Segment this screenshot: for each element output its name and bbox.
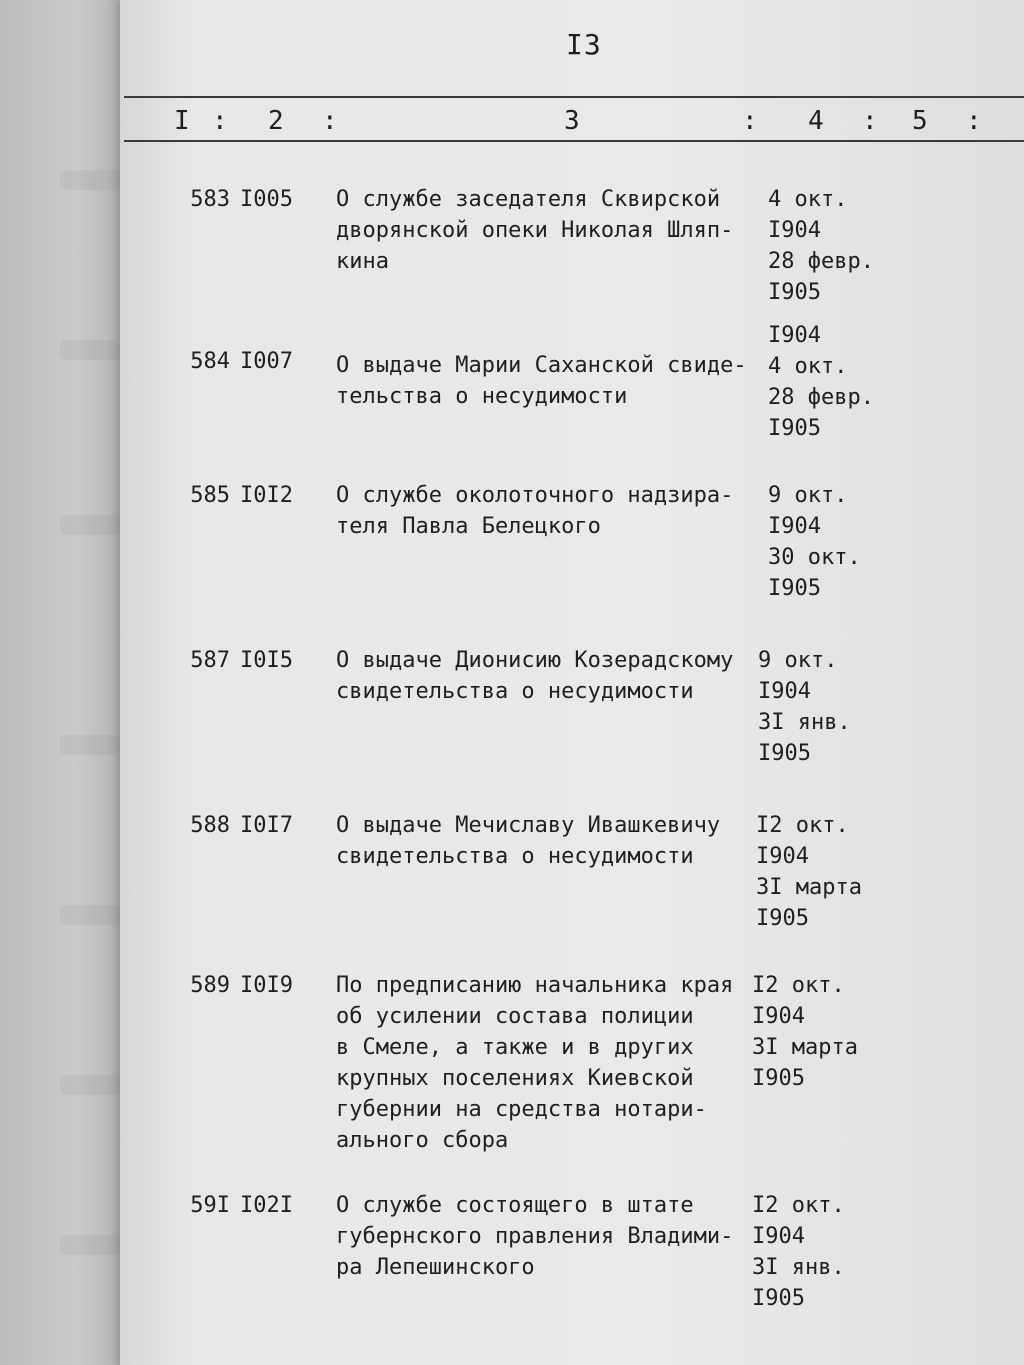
date-line: I905 [756,906,809,931]
record-title [336,1190,756,1283]
title-line: крупных поселениях Киевской [336,1066,694,1091]
date-line: 3I марта [756,875,862,900]
page-number: I3 [566,28,602,61]
date-line: I904 [758,679,811,704]
date-line: I904 [756,844,809,869]
date-line: 3I янв. [758,710,851,735]
file-number: I02I [240,1193,293,1218]
header-rule-bottom [124,140,1024,142]
date-line: I905 [768,280,821,305]
title-line: ального сбора [336,1128,509,1153]
title-line: кина [336,249,389,274]
date-line: I2 окт. [752,1193,845,1218]
file-number: I0I7 [240,813,293,838]
bleed-through-mark [60,515,120,535]
bleed-through-mark [60,170,120,190]
date-line: I2 окт. [756,813,849,838]
date-line: 4 окт. [768,354,848,379]
column-header-1: I [174,106,190,136]
title-line: О службе заседателя Сквирской [336,187,721,212]
record-dates [758,645,878,769]
record-number: 589 [190,973,230,998]
date-line: 28 февр. [768,249,874,274]
previous-page-edge [0,0,126,1365]
column-header-4: 4 [808,106,824,136]
title-line: По предписанию начальника края [336,973,734,998]
title-line: губернии на средства нотари- [336,1097,707,1122]
date-line: 4 окт. [768,187,848,212]
title-line: О выдаче Мечиславу Ивашкевичу [336,813,721,838]
column-separator: : [966,106,982,136]
title-line: О выдаче Дионисию Козерадскому [336,648,734,673]
record-number: 59I [190,1193,230,1218]
bleed-through-mark [60,735,120,755]
record-title [336,480,756,542]
record-title [336,970,756,1156]
bleed-through-mark [60,1075,120,1095]
date-line: I2 окт. [752,973,845,998]
column-separator: : [322,106,338,136]
record-dates [768,480,888,604]
date-line: I904 [768,514,821,539]
file-number: I0I9 [240,973,293,998]
date-line: 9 окт. [758,648,838,673]
file-number: I0I2 [240,483,293,508]
title-line: в Смеле, а также и в других [336,1035,694,1060]
column-separator: : [862,106,878,136]
bleed-through-mark [60,1235,120,1255]
title-line: свидетельства о несудимости [336,844,694,869]
record-title [336,645,756,707]
date-line: I905 [768,576,821,601]
date-line: I904 [752,1004,805,1029]
bleed-through-mark [60,340,120,360]
title-line: свидетельства о несудимости [336,679,694,704]
title-line: О службе околоточного надзира- [336,483,734,508]
date-line: 9 окт. [768,483,848,508]
date-line: I905 [758,741,811,766]
date-line: I904 [768,323,821,348]
record-number: 585 [190,483,230,508]
date-line: 3I янв. [752,1255,845,1280]
title-line: ра Лепешинского [336,1255,535,1280]
title-line: губернского правления Владими- [336,1224,734,1249]
date-line: I905 [752,1286,805,1311]
column-separator: : [212,106,228,136]
record-number: 588 [190,813,230,838]
column-header-5: 5 [912,106,928,136]
date-line: 30 окт. [768,545,861,570]
date-line: I904 [768,218,821,243]
record-number: 584 [190,349,230,374]
title-line: дворянской опеки Николая Шляп- [336,218,734,243]
header-rule-top [124,96,1024,98]
record-dates [752,1190,872,1314]
column-separator: : [742,106,758,136]
record-dates [768,184,888,308]
date-line: 3I марта [752,1035,858,1060]
column-header-3: 3 [564,106,580,136]
date-line: I904 [752,1224,805,1249]
date-line: I905 [752,1066,805,1091]
column-header-2: 2 [268,106,284,136]
record-number: 583 [190,187,230,212]
file-number: I007 [240,349,293,374]
title-line: О службе состоящего в штате [336,1193,694,1218]
record-title [336,810,756,872]
title-line: О выдаче Марии Саханской свиде- [336,353,747,378]
title-line: теля Павла Белецкого [336,514,601,539]
record-dates [752,970,872,1094]
record-dates [756,810,876,934]
record-number: 587 [190,648,230,673]
record-title [336,350,756,412]
date-line: 28 февр. [768,385,874,410]
date-line: I905 [768,416,821,441]
title-line: тельства о несудимости [336,384,628,409]
file-number: I0I5 [240,648,293,673]
file-number: I005 [240,187,293,212]
record-title [336,184,756,277]
bleed-through-mark [60,905,120,925]
title-line: об усилении состава полиции [336,1004,694,1029]
record-dates [768,320,888,444]
